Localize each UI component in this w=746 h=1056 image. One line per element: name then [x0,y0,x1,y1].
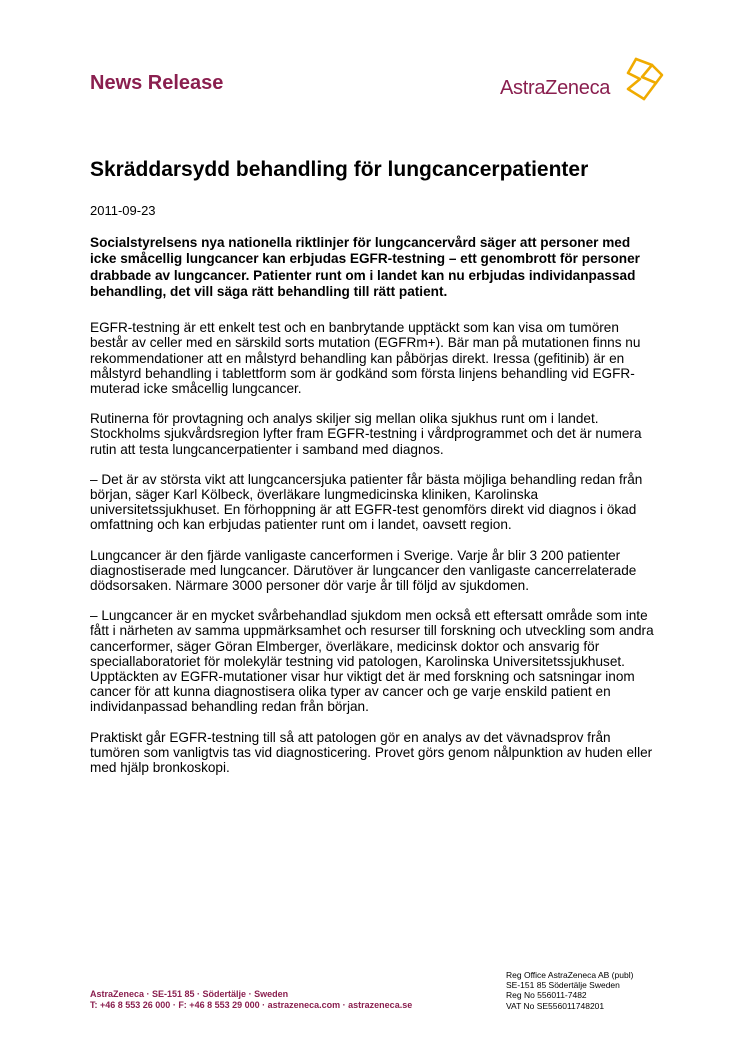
article-paragraph: EGFR-testning är ett enkelt test och en banbrytande upptäckt som kan visa om tumören består av celler med en särskild sorts mutation (EGFRm+). Bär man på mutationen finns nu rekommendationer att en målstyrd behandling kan påbörjas direkt. Iressa (gefitinib) är en målstyrd behandling i tablettform som är godkänd som första linjens behandling vid EGFR-muterad icke småcellig lungcancer. [90,320,641,396]
footer-address: AstraZeneca · SE-151 85 · Södertälje · Sweden [90,989,289,999]
astrazeneca-symbol-icon [622,55,666,101]
article-body [90,235,660,790]
footer-contact [90,989,412,1011]
logo-wordmark: AstraZeneca [500,77,611,99]
registration-line: SE-151 85 Södertälje Sweden [506,980,620,991]
article-paragraph: Rutinerna för provtagning och analys skiljer sig mellan olika sjukhus runt om i landet. Stockholms sjukvårdsregion lyfter fram EGFR-testning i vårdprogrammet och det är numera rutin att testa lungcancerpatienter i samband med diagnos. [90,411,642,457]
astrazeneca-logo [500,55,665,105]
article-paragraph: – Lungcancer är en mycket svårbehandlad sjukdom men också ett eftersatt område som inte fått i närheten av samma uppmärksamhet och resurser till forskning och utveckling som andra cancerformer, säger Göran Elmberger, överläkare, medicinsk doktor och ansvarig för speciallaboratoriet för molekylär testning vid patologen, Karolinska Universitetssjukhuset. Upptäckten av EGFR-mutationer visar hur viktigt det är med forskning och satsningar inom cancer för att kunna diagnostisera olika typer av cancer och ge varje enskild patient en individanpassad behandling redan från början. [90,608,654,715]
article-paragraph: Praktiskt går EGFR-testning till så att patologen gör en analys av det vävnadsprov från tumören som vanligtvis tas vid diagnosticering. Provet görs genom nålpunktion av huden eller med hjälp bronkoskopi. [90,729,653,776]
registration-line: VAT No SE556011748201 [506,1000,605,1011]
article-date: 2011-09-23 [90,203,156,218]
article-lead: Socialstyrelsens nya nationella riktlinjer för lungcancervård säger att personer med icke småcellig lungcancer kan erbjudas EGFR-testning – ett genombrott för personer drabbade av lungcancer. Patienter runt om i landet kan nu erbjudas individanpassad behandling, det vill säga rätt behandling till rätt patient. [90,235,640,299]
news-release-label: News Release [90,72,224,94]
registration-line: Reg No 556011-7482 [506,990,587,1001]
article-title: Skräddarsydd behandling för lungcancerpatienter [90,158,589,181]
article-paragraph: Lungcancer är den fjärde vanligaste cancerformen i Sverige. Varje år blir 3 200 patienter diagnostiserade med lungcancer. Därutöver är lungcancer den vanligaste cancerrelaterade dödsorsaken. Närmare 3000 personer dör varje år till följd av sjukdomen. [90,547,637,594]
footer-registration [506,970,633,1011]
article-paragraph: – Det är av största vikt att lungcancersjuka patienter får bästa möjliga behandling redan från början, säger Karl Kölbeck, överläkare lungmedicinska kliniken, Karolinska universitetssjukhuset. En förhoppning är att EGFR-test genomförs direkt vid diagnos i ökad omfattning och kan erbjudas patienter runt om i landet, oavsett region. [90,471,643,533]
registration-line: Reg Office AstraZeneca AB (publ) [506,970,634,980]
footer-contact-line: T: +46 8 553 26 000 · F: +46 8 553 29 000 · astrazeneca.com · astrazeneca.se [90,1000,413,1010]
